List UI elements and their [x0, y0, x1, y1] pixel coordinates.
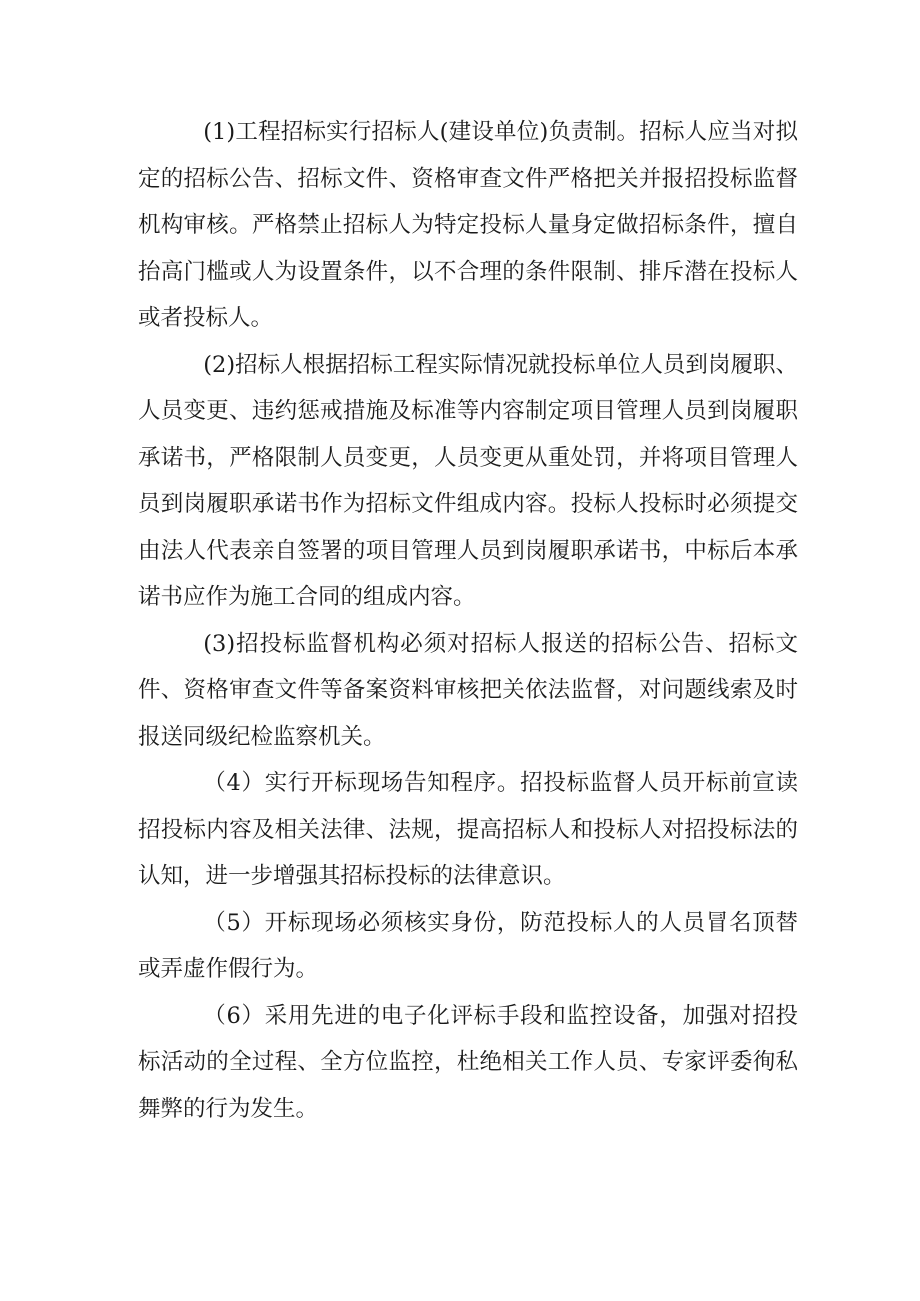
paragraph-4: （4）实行开标现场告知程序。招投标监督人员开标前宣读招投标内容及相关法律、法规，提高招标人和投标人对招投标法的认知，进一步增强其招标投标的法律意识。: [138, 770, 798, 889]
paragraph-5: （5）开标现场必须核实身份，防范投标人的人员冒名顶替或弄虚作假行为。: [138, 909, 798, 982]
document-body: [138, 109, 798, 1132]
paragraph-1: (1)工程招标实行招标人(建设单位)负责制。招标人应当对拟定的招标公告、招标文件、资格审查文件严格把关并报招投标监督机构审核。严格禁止招标人为特定投标人量身定做招标条件，擅自抬高门槛或人为设置条件，以不合理的条件限制、排斥潜在投标人或者投标人。: [138, 119, 798, 331]
paragraph-6: （6）采用先进的电子化评标手段和监控设备，加强对招投标活动的全过程、全方位监控，杜绝相关工作人员、专家评委徇私舞弊的行为发生。: [138, 1002, 798, 1122]
paragraph-2: (2)招标人根据招标工程实际情况就投标单位人员到岗履职、人员变更、违约惩戒措施及标准等内容制定项目管理人员到岗履职承诺书，严格限制人员变更，人员变更从重处罚，并将项目管理人员到岗履职承诺书作为招标文件组成内容。投标人投标时必须提交由法人代表亲自签署的项目管理人员到岗履职承诺书，中标后本承诺书应作为施工合同的组成内容。: [138, 351, 798, 610]
paragraph-3: (3)招投标监督机构必须对招标人报送的招标公告、招标文件、资格审查文件等备案资料审核把关依法监督，对问题线索及时报送同级纪检监察机关。: [138, 630, 798, 750]
